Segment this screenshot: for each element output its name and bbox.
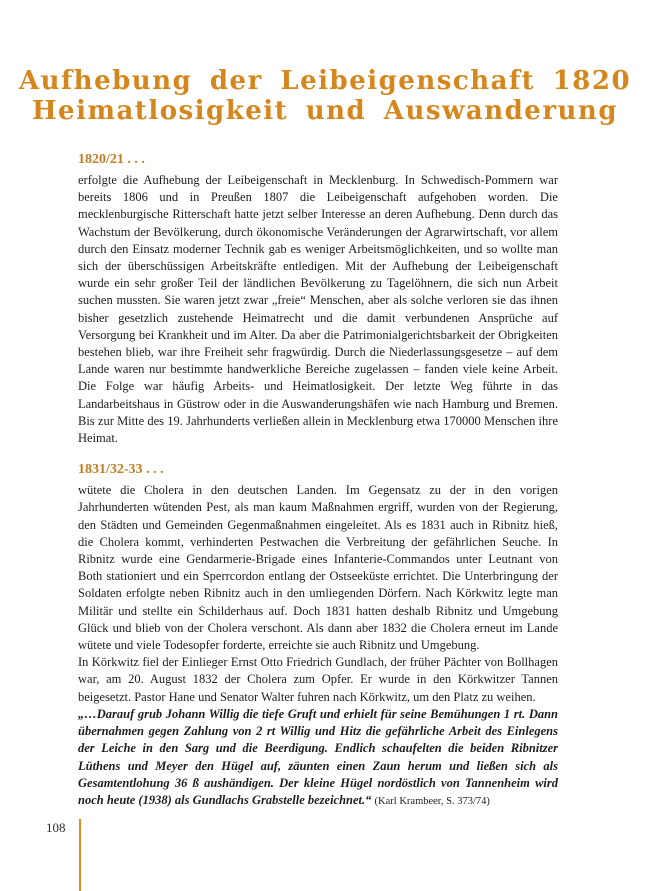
title-line-2: Heimatlosigkeit und Auswanderung	[31, 96, 619, 126]
section-heading-1820-21: 1820/21 . . .	[78, 152, 145, 167]
quote-paragraph	[78, 706, 558, 810]
paragraph-serfdom-abolition: erfolgte die Aufhebung der Leibeigenschaft in Mecklenburg. In Schwedisch-Pommern war bereits 1806 und in Preußen 1807 die Leibeigenschaft aufgehoben worden. Die mecklenburgische Ritterschaft hatte jetzt selber Interesse an deren Aufhebung. Denn durch das Wachstum der Bevölkerung, durch ökonomische Veränderungen der Agrarwirtschaft, vor allem durch den Einsatz moderner Technik gab es weniger Arbeitsmöglichkeiten, und so wollte man sich der überschüssigen Arbeitskräfte entledigen. Mit der Aufhebung der Leibeigenschaft wurde ein sehr großer Teil der ländlichen Bevölkerung zu Tagelöhnern, die sich nun Arbeit suchen mussten. Sie waren jetzt zwar „freie“ Menschen, aber als solche verloren sie das ihnen bisher gesetzlich zustehende Heimatrecht und die damit verbundenen Ansprüche auf Versorgung bei Krankheit und im Alter. Da aber die Patrimonialgerichtsbarkeit der Obrigkeiten bestehen blieb, war ihre Freiheit sehr fragwürdig. Durch die Niederlassungsgesetze – auf dem Lande waren nur bestimmte handwerkliche Bereiche zugelassen – fanden viele keine Arbeit. Die Folge war häufig Arbeits- und Heimatlosigkeit. Der letzte Weg führte in das Landarbeitshaus in Güstrow oder in die Auswanderungshäfen wie nach Hamburg und Bremen. Bis zur Mitte des 19. Jahrhunderts verließen allein in Mecklenburg etwa 170000 Menschen ihre Heimat.	[78, 173, 558, 446]
page-title	[0, 66, 650, 126]
title-line-1: Aufhebung der Leibeigenschaft 1820	[18, 66, 632, 96]
footer-accent-rule	[79, 819, 81, 891]
page-number: 108	[46, 820, 66, 835]
paragraph-gundlach: In Körkwitz fiel der Einlieger Ernst Otto Friedrich Gundlach, der früher Pächter von Bollhagen war, am 20. August 1832 der Cholera zum Opfer. Er wurde in den Körkwitzer Tannen beigesetzt. Pastor Hane und Senator Walter fuhren nach Körkwitz, um den Platz zu weihen.	[78, 655, 558, 704]
quote-citation: (Karl Krambeer, S. 373/74)	[374, 795, 490, 807]
paragraph-cholera: wütete die Cholera in den deutschen Landen. Im Gegensatz zu der in den vorigen Jahrhunderten wütenden Pest, als man kaum Maßnahmen ergriff, wurden von der Regierung, den Städten und Gemeinden Gegenmaßnahmen eingeleitet. Als es 1831 auch in Ribnitz hieß, die Cholera kommt, verhinderten Pestwachen die Verbreitung der gefährlichen Seuche. In Ribnitz wurde eine Gendarmerie-Brigade eines Infanterie-Commandos unter Leutnant von Both stationiert und ein Sperrcordon entlang der Ostseeküste errichtet. Die Unterbringung der Soldaten erfolgte neben Ribnitz auch in den umliegenden Dörfern. Nach Körkwitz legte man Militär und stellte ein Schilderhaus auf. Doch 1831 hatten deshalb Ribnitz und Umgebung Glück und blieb von der Cholera verschont. Als dann aber 1832 die Cholera erneut im Lande wütete und viele Todesopfer forderte, erreichte sie auch Ribnitz und Umgebung.	[78, 483, 558, 653]
section-heading-1831-32-33: 1831/32-33 . . .	[78, 462, 164, 478]
quote-text: „…Darauf grub Johann Willig die tiefe Gruft und erhielt für seine Bemühungen 1 rt. Dann übernahmen gegen Zahlung von 2 rt Willig und Hitz die gefährliche Arbeit des Einlegens der Leiche in den Sarg und die Beerdigung. Endlich schaufelten die beiden Ribnitzer Lüthens und Meyer den Hügel auf, zäunten einen Zaun herum und ließen sich als Gesamtentlohung 36 ß aushändigen. Der kleine Hügel nordöstlich von Tannenheim wird noch heute (1938) als Gundlachs Grabstelle bezeichnet.“	[78, 706, 558, 807]
page-content	[78, 151, 558, 810]
